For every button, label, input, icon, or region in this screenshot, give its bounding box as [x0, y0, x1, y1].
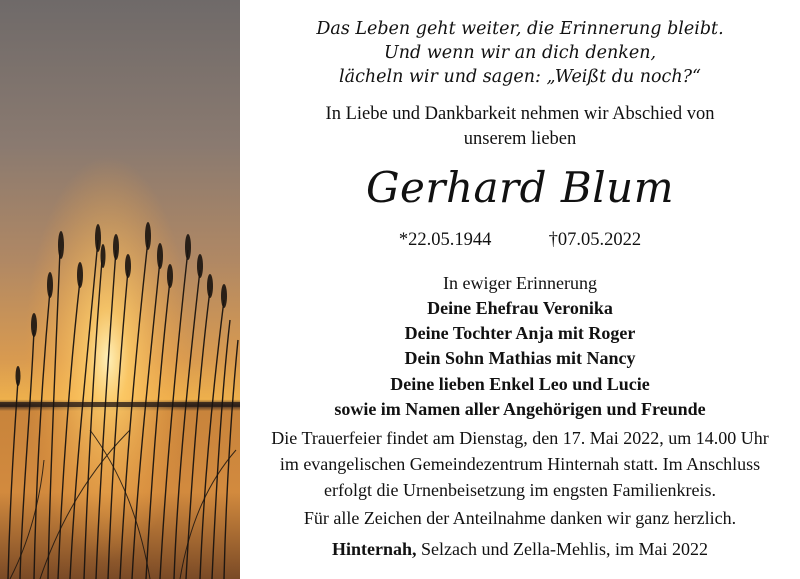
- intro-line: unserem lieben: [463, 129, 577, 149]
- memory-line: In ewiger Erinnerung: [443, 273, 597, 293]
- life-dates: [240, 227, 800, 253]
- poem: [240, 17, 800, 89]
- poem-line: Das Leben geht weiter, die Erinnerung bleibt.: [316, 19, 724, 39]
- mourner-line: sowie im Namen aller Angehörigen und Freunde: [334, 398, 706, 419]
- farewell-intro: [240, 102, 800, 152]
- death-date: 07.05.2022: [557, 230, 642, 250]
- funeral-line: Die Trauerfeier findet am Dienstag, den 17. Mai 2022, um 14.00 Uhr: [271, 428, 769, 448]
- obituary-text: [240, 0, 800, 579]
- funeral-line: erfolgt die Urnenbeisetzung im engsten Familienkreis.: [324, 480, 716, 500]
- funeral-line: im evangelischen Gemeindezentrum Hinternah statt. Im Anschluss: [279, 454, 761, 474]
- mourner-line: Deine lieben Enkel Leo und Lucie: [390, 373, 650, 394]
- mourner-line: Deine Ehefrau Veronika: [427, 298, 613, 318]
- signature-line: [240, 536, 800, 562]
- mourner-line: Deine Tochter Anja mit Roger: [404, 323, 636, 344]
- poem-line: Und wenn wir an dich denken,: [383, 43, 657, 63]
- funeral-info: [240, 425, 800, 503]
- sunset-reeds-photo: [0, 0, 240, 579]
- birth-date: 22.05.1944: [408, 230, 492, 250]
- mourner-line: Dein Sohn Mathias mit Nancy: [404, 348, 636, 369]
- thanks-line: Für alle Zeichen der Anteilnahme danken wir ganz herzlich.: [303, 508, 737, 528]
- poem-line: lächeln wir und sagen: „Weißt du noch?“: [339, 67, 701, 87]
- signature-place: Hinternah,: [332, 539, 417, 559]
- deceased-name: Gerhard Blum: [365, 163, 675, 212]
- signature-rest: Selzach und Zella-Mehlis, im Mai 2022: [416, 539, 708, 559]
- mourners-list: [240, 296, 800, 422]
- birth-star-icon: *: [398, 230, 409, 250]
- intro-line: In Liebe und Dankbarkeit nehmen wir Abschied von: [325, 104, 715, 124]
- death-cross-icon: †: [548, 230, 558, 250]
